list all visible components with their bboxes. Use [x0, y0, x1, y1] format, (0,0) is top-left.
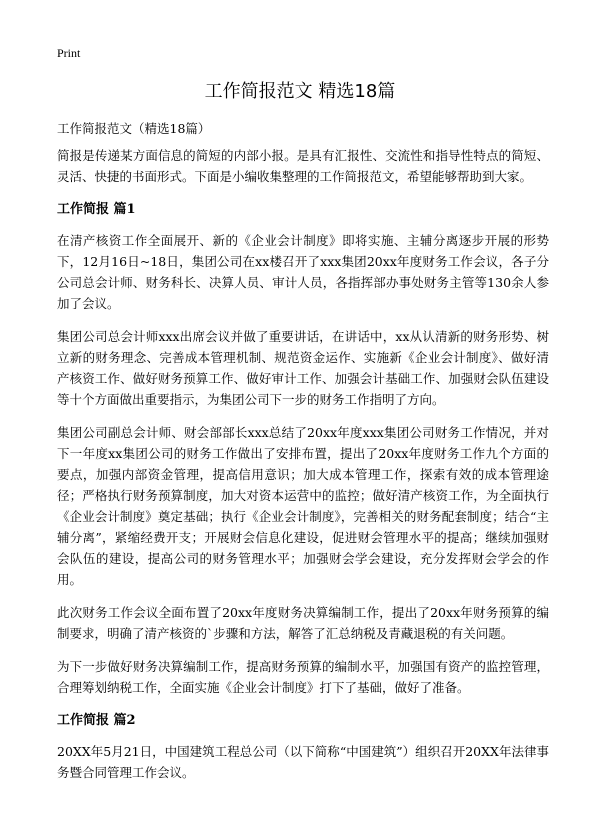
page-title: 工作简报范文 精选18篇 — [204, 81, 396, 102]
section-1-paragraph-3: 集团公司副总会计师、财会部部长xxx总结了20xx年度xxx集团公司财务工作情况，并对下一年度xx集团公司的财务工作做出了安排布置，提出了20xx年度财务工作九个方面的要点，加强内部资金管理，提高信用意识；加大成本管理工作，探索有效的成本管理途径；严格执行财务预算制度，加大对资本运营中的监控；做好清产核资工作，为全面执行《企业会计制度》奠定基础；执行《企业会计制度》，完善相关的财务配套制度；结合“主辅分离”，紧缩经费开支；开展财会信息化建设，促进财会管理水平的提高；继续加强财会队伍的建设，提高公司的财务管理水平；加强财会学会建设，充分发挥财会学会的作用。 — [57, 425, 549, 587]
document-body — [57, 118, 549, 795]
section-1-paragraph-1: 在清产核资工作全面展开、新的《企业会计制度》即将实施、主辅分离逐步开展的形势下，12月16日~18日，集团公司在xx楼召开了xxx集团20xx年度财务工作会议，各子分公司总会计师、财务科长、决算人员、审计人员，各指挥部办事处财务主管等130余人参加了会议。 — [57, 233, 549, 311]
section-1-paragraph-5: 为下一步做好财务决算编制工作，提高财务预算的编制水平，加强国有资产的监控管理，合理筹划纳税工作，全面实施《企业会计制度》打下了基础，做好了准备。 — [57, 659, 549, 695]
intro-paragraph: 简报是传递某方面信息的简短的内部小报。是具有汇报性、交流性和指导性特点的简短、灵活、快捷的书面形式。下面是小编收集整理的工作简报范文，希望能够帮助到大家。 — [57, 148, 549, 184]
section-1-paragraph-4: 此次财务工作会议全面布置了20xx年度财务决算编制工作，提出了20xx年财务预算的编制要求，明确了清产核资的`步骤和方法，解答了汇总纳税及青藏退税的有关问题。 — [57, 605, 549, 641]
section-2-paragraph-1: 20XX年5月21日，中国建筑工程总公司（以下简称“中国建筑”）组织召开20XX年法律事务暨合同管理工作会议。 — [57, 744, 549, 780]
document-subtitle: 工作简报范文（精选18篇） — [57, 121, 211, 136]
section-heading-2: 工作简报 篇2 — [57, 713, 136, 728]
section-1-paragraph-2: 集团公司总会计师xxx出席会议并做了重要讲话，在讲话中，xx从认清新的财务形势、树立新的财务理念、完善成本管理机制、规范资金运作、实施新《企业会计制度》、做好清产核资工作、做好财务预算工作、做好审计工作、加强会计基础工作、加强财会队伍建设等十个方面做出重要指示，为集团公司下一步的财务工作指明了方向。 — [57, 329, 549, 407]
section-heading-1: 工作简报 篇1 — [57, 202, 136, 217]
print-label: Print — [57, 46, 81, 60]
